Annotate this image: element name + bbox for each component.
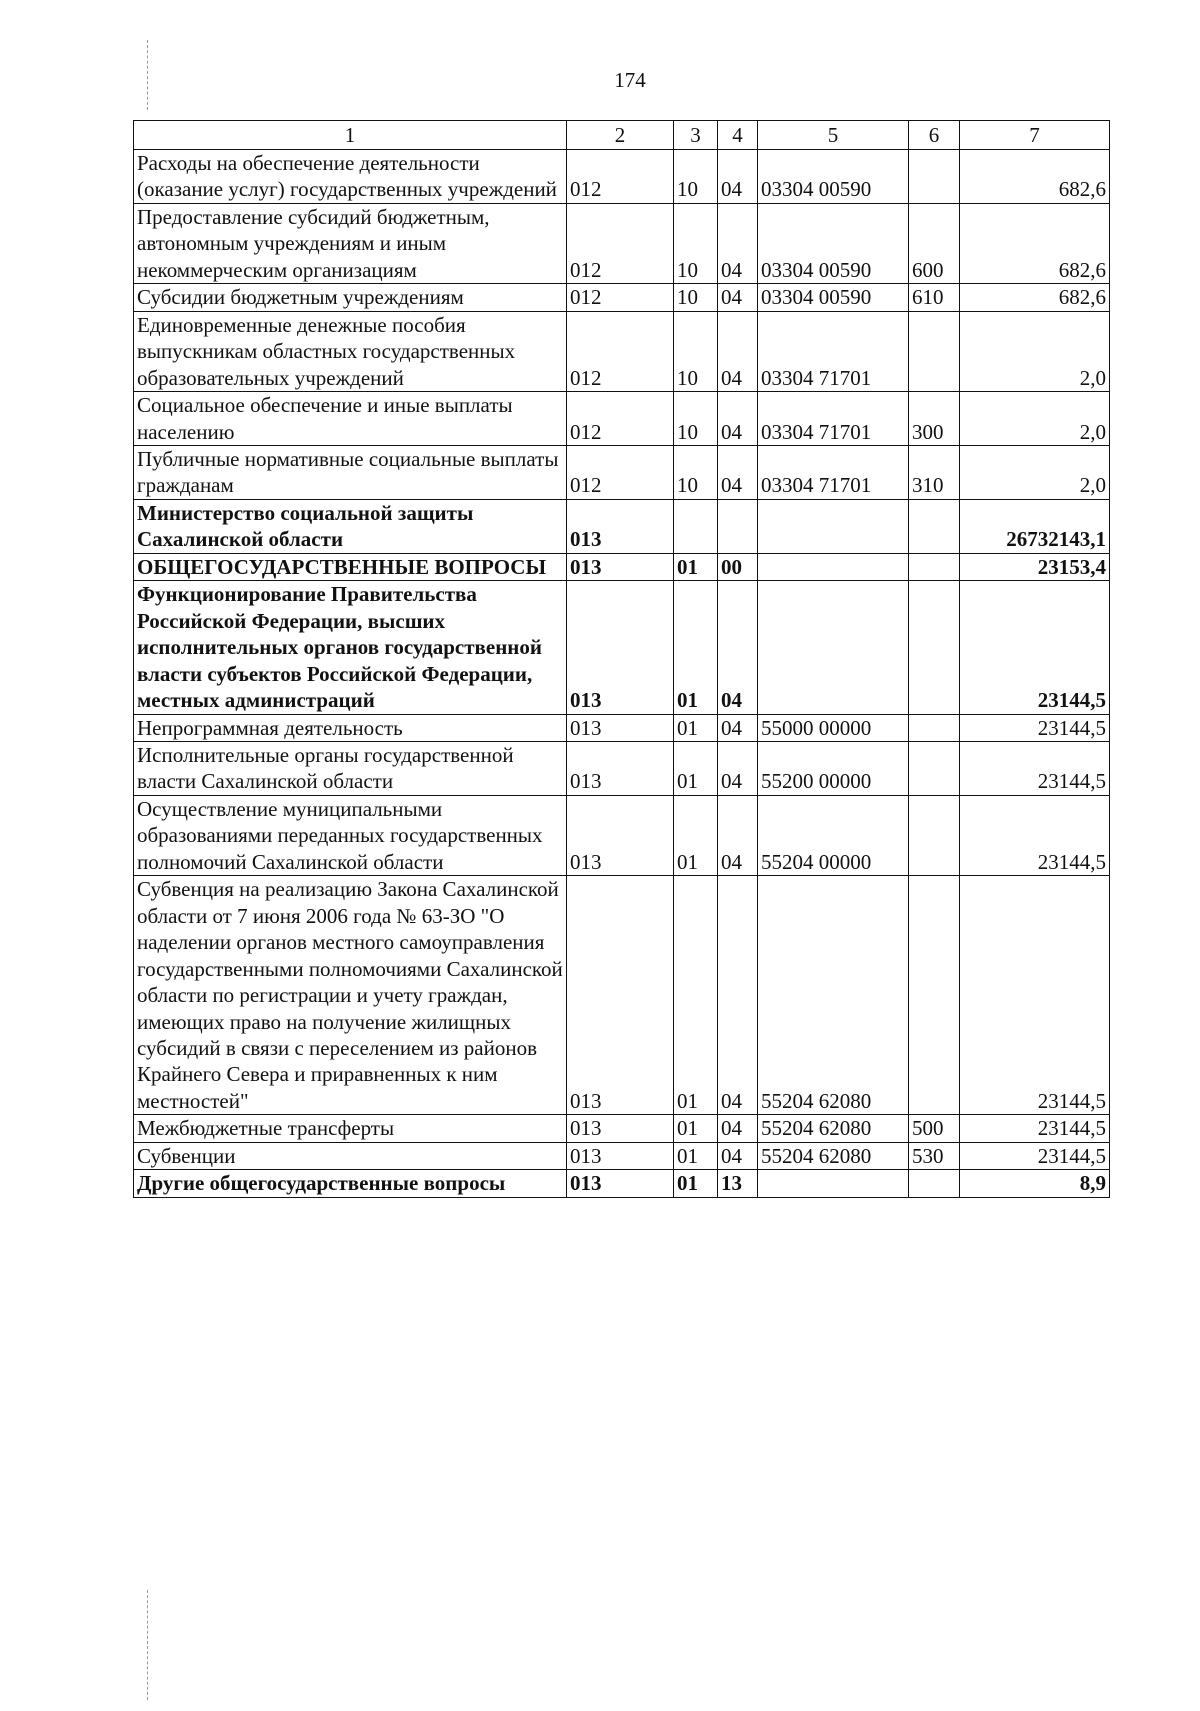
budget-table: [133, 120, 1110, 1198]
subsection-code: 04: [718, 203, 758, 283]
section-code: 01: [674, 1115, 718, 1142]
admin-code: 013: [567, 1115, 674, 1142]
subsection-code: 04: [718, 284, 758, 311]
admin-code: 012: [567, 392, 674, 446]
subsection-code: 04: [718, 392, 758, 446]
expense-type-code: 600: [909, 203, 960, 283]
expense-type-code: 530: [909, 1142, 960, 1169]
amount: 23144,5: [960, 1115, 1110, 1142]
subsection-code: 04: [718, 876, 758, 1115]
amount: 23144,5: [960, 795, 1110, 875]
row-name: ОБЩЕГОСУДАРСТВЕННЫЕ ВОПРОСЫ: [134, 553, 567, 580]
expense-type-code: [909, 581, 960, 714]
row-name: Другие общегосударственные вопросы: [134, 1170, 567, 1197]
header-row: [134, 121, 1110, 150]
row-name: Функционирование Правительства Российской Федерации, высших исполнительных органов государственной власти субъектов Российской Федерации, местных администраций: [134, 581, 567, 714]
subsection-code: 04: [718, 1115, 758, 1142]
row-name: Предоставление субсидий бюджетным, автономным учреждениям и иным некоммерческим организациям: [134, 203, 567, 283]
table-row: [134, 150, 1110, 204]
subsection-code: 00: [718, 553, 758, 580]
admin-code: 013: [567, 876, 674, 1115]
row-name: Субвенция на реализацию Закона Сахалинской области от 7 июня 2006 года № 63-ЗО "О наделении органов местного самоуправления государственными полномочиями Сахалинской области по регистрации и учету граждан, имеющих право на получение жилищных субсидий в связи с переселением из районов Крайнего Севера и приравненных к ним местностей": [134, 876, 567, 1115]
column-header: 4: [718, 121, 758, 150]
table-row: [134, 876, 1110, 1115]
row-name: Субсидии бюджетным учреждениям: [134, 284, 567, 311]
subsection-code: 04: [718, 795, 758, 875]
amount: 23144,5: [960, 1142, 1110, 1169]
expense-type-code: [909, 1170, 960, 1197]
section-code: 10: [674, 150, 718, 204]
expense-type-code: [909, 876, 960, 1115]
target-article-code: 03304 00590: [758, 284, 909, 311]
expense-type-code: [909, 741, 960, 795]
table-row: [134, 499, 1110, 553]
subsection-code: 04: [718, 741, 758, 795]
admin-code: 012: [567, 445, 674, 499]
subsection-code: 13: [718, 1170, 758, 1197]
admin-code: 013: [567, 581, 674, 714]
amount: 23144,5: [960, 581, 1110, 714]
page-number: 174: [614, 68, 646, 92]
section-code: 01: [674, 795, 718, 875]
expense-type-code: [909, 499, 960, 553]
amount: 26732143,1: [960, 499, 1110, 553]
section-code: 01: [674, 876, 718, 1115]
amount: 682,6: [960, 284, 1110, 311]
row-name: Публичные нормативные социальные выплаты гражданам: [134, 445, 567, 499]
table-row: [134, 1142, 1110, 1169]
expense-type-code: [909, 714, 960, 741]
admin-code: 012: [567, 284, 674, 311]
amount: 23153,4: [960, 553, 1110, 580]
admin-code: 013: [567, 741, 674, 795]
row-name: Министерство социальной защиты Сахалинской области: [134, 499, 567, 553]
admin-code: 013: [567, 1170, 674, 1197]
row-name: Осуществление муниципальными образованиями переданных государственных полномочий Сахалинской области: [134, 795, 567, 875]
table-body: [134, 150, 1110, 1198]
target-article-code: 55000 00000: [758, 714, 909, 741]
target-article-code: [758, 499, 909, 553]
table-row: [134, 741, 1110, 795]
target-article-code: 55204 62080: [758, 1115, 909, 1142]
column-header: 7: [960, 121, 1110, 150]
row-name: Социальное обеспечение и иные выплаты населению: [134, 392, 567, 446]
target-article-code: 03304 00590: [758, 203, 909, 283]
expense-type-code: [909, 150, 960, 204]
column-header: 6: [909, 121, 960, 150]
section-code: 10: [674, 311, 718, 391]
amount: 2,0: [960, 445, 1110, 499]
expense-type-code: [909, 311, 960, 391]
amount: 8,9: [960, 1170, 1110, 1197]
section-code: 10: [674, 392, 718, 446]
section-code: [674, 499, 718, 553]
amount: 2,0: [960, 311, 1110, 391]
expense-type-code: 500: [909, 1115, 960, 1142]
admin-code: 013: [567, 795, 674, 875]
admin-code: 012: [567, 311, 674, 391]
table-row: [134, 392, 1110, 446]
table-row: [134, 714, 1110, 741]
column-header: 1: [134, 121, 567, 150]
subsection-code: [718, 499, 758, 553]
row-name: Межбюджетные трансферты: [134, 1115, 567, 1142]
amount: 682,6: [960, 150, 1110, 204]
table-row: [134, 445, 1110, 499]
column-header: 2: [567, 121, 674, 150]
section-code: 01: [674, 741, 718, 795]
subsection-code: 04: [718, 150, 758, 204]
target-article-code: 03304 71701: [758, 445, 909, 499]
amount: 23144,5: [960, 876, 1110, 1115]
section-code: 01: [674, 714, 718, 741]
margin-mark-bottom: [147, 1590, 150, 1700]
target-article-code: 03304 00590: [758, 150, 909, 204]
admin-code: 013: [567, 714, 674, 741]
table-row: [134, 203, 1110, 283]
expense-type-code: 300: [909, 392, 960, 446]
target-article-code: 55204 00000: [758, 795, 909, 875]
subsection-code: 04: [718, 1142, 758, 1169]
row-name: Непрограммная деятельность: [134, 714, 567, 741]
admin-code: 012: [567, 203, 674, 283]
amount: 23144,5: [960, 714, 1110, 741]
row-name: Субвенции: [134, 1142, 567, 1169]
expense-type-code: 310: [909, 445, 960, 499]
column-header: 3: [674, 121, 718, 150]
section-code: 01: [674, 553, 718, 580]
section-code: 01: [674, 1142, 718, 1169]
subsection-code: 04: [718, 445, 758, 499]
admin-code: 013: [567, 553, 674, 580]
section-code: 10: [674, 203, 718, 283]
table-row: [134, 1170, 1110, 1197]
subsection-code: 04: [718, 311, 758, 391]
amount: 682,6: [960, 203, 1110, 283]
target-article-code: 55204 62080: [758, 1142, 909, 1169]
table-row: [134, 284, 1110, 311]
column-header: 5: [758, 121, 909, 150]
table-row: [134, 311, 1110, 391]
row-name: Исполнительные органы государственной власти Сахалинской области: [134, 741, 567, 795]
target-article-code: 03304 71701: [758, 311, 909, 391]
section-code: 10: [674, 445, 718, 499]
section-code: 01: [674, 1170, 718, 1197]
expense-type-code: [909, 553, 960, 580]
table-row: [134, 795, 1110, 875]
table-row: [134, 581, 1110, 714]
admin-code: 012: [567, 150, 674, 204]
target-article-code: [758, 553, 909, 580]
target-article-code: 55204 62080: [758, 876, 909, 1115]
target-article-code: [758, 1170, 909, 1197]
row-name: Единовременные денежные пособия выпускникам областных государственных образовательных учреждений: [134, 311, 567, 391]
section-code: 01: [674, 581, 718, 714]
admin-code: 013: [567, 499, 674, 553]
target-article-code: 03304 71701: [758, 392, 909, 446]
section-code: 10: [674, 284, 718, 311]
row-name: Расходы на обеспечение деятельности (оказание услуг) государственных учреждений: [134, 150, 567, 204]
table-row: [134, 553, 1110, 580]
amount: 2,0: [960, 392, 1110, 446]
amount: 23144,5: [960, 741, 1110, 795]
subsection-code: 04: [718, 581, 758, 714]
target-article-code: 55200 00000: [758, 741, 909, 795]
expense-type-code: 610: [909, 284, 960, 311]
target-article-code: [758, 581, 909, 714]
table-row: [134, 1115, 1110, 1142]
subsection-code: 04: [718, 714, 758, 741]
expense-type-code: [909, 795, 960, 875]
admin-code: 013: [567, 1142, 674, 1169]
